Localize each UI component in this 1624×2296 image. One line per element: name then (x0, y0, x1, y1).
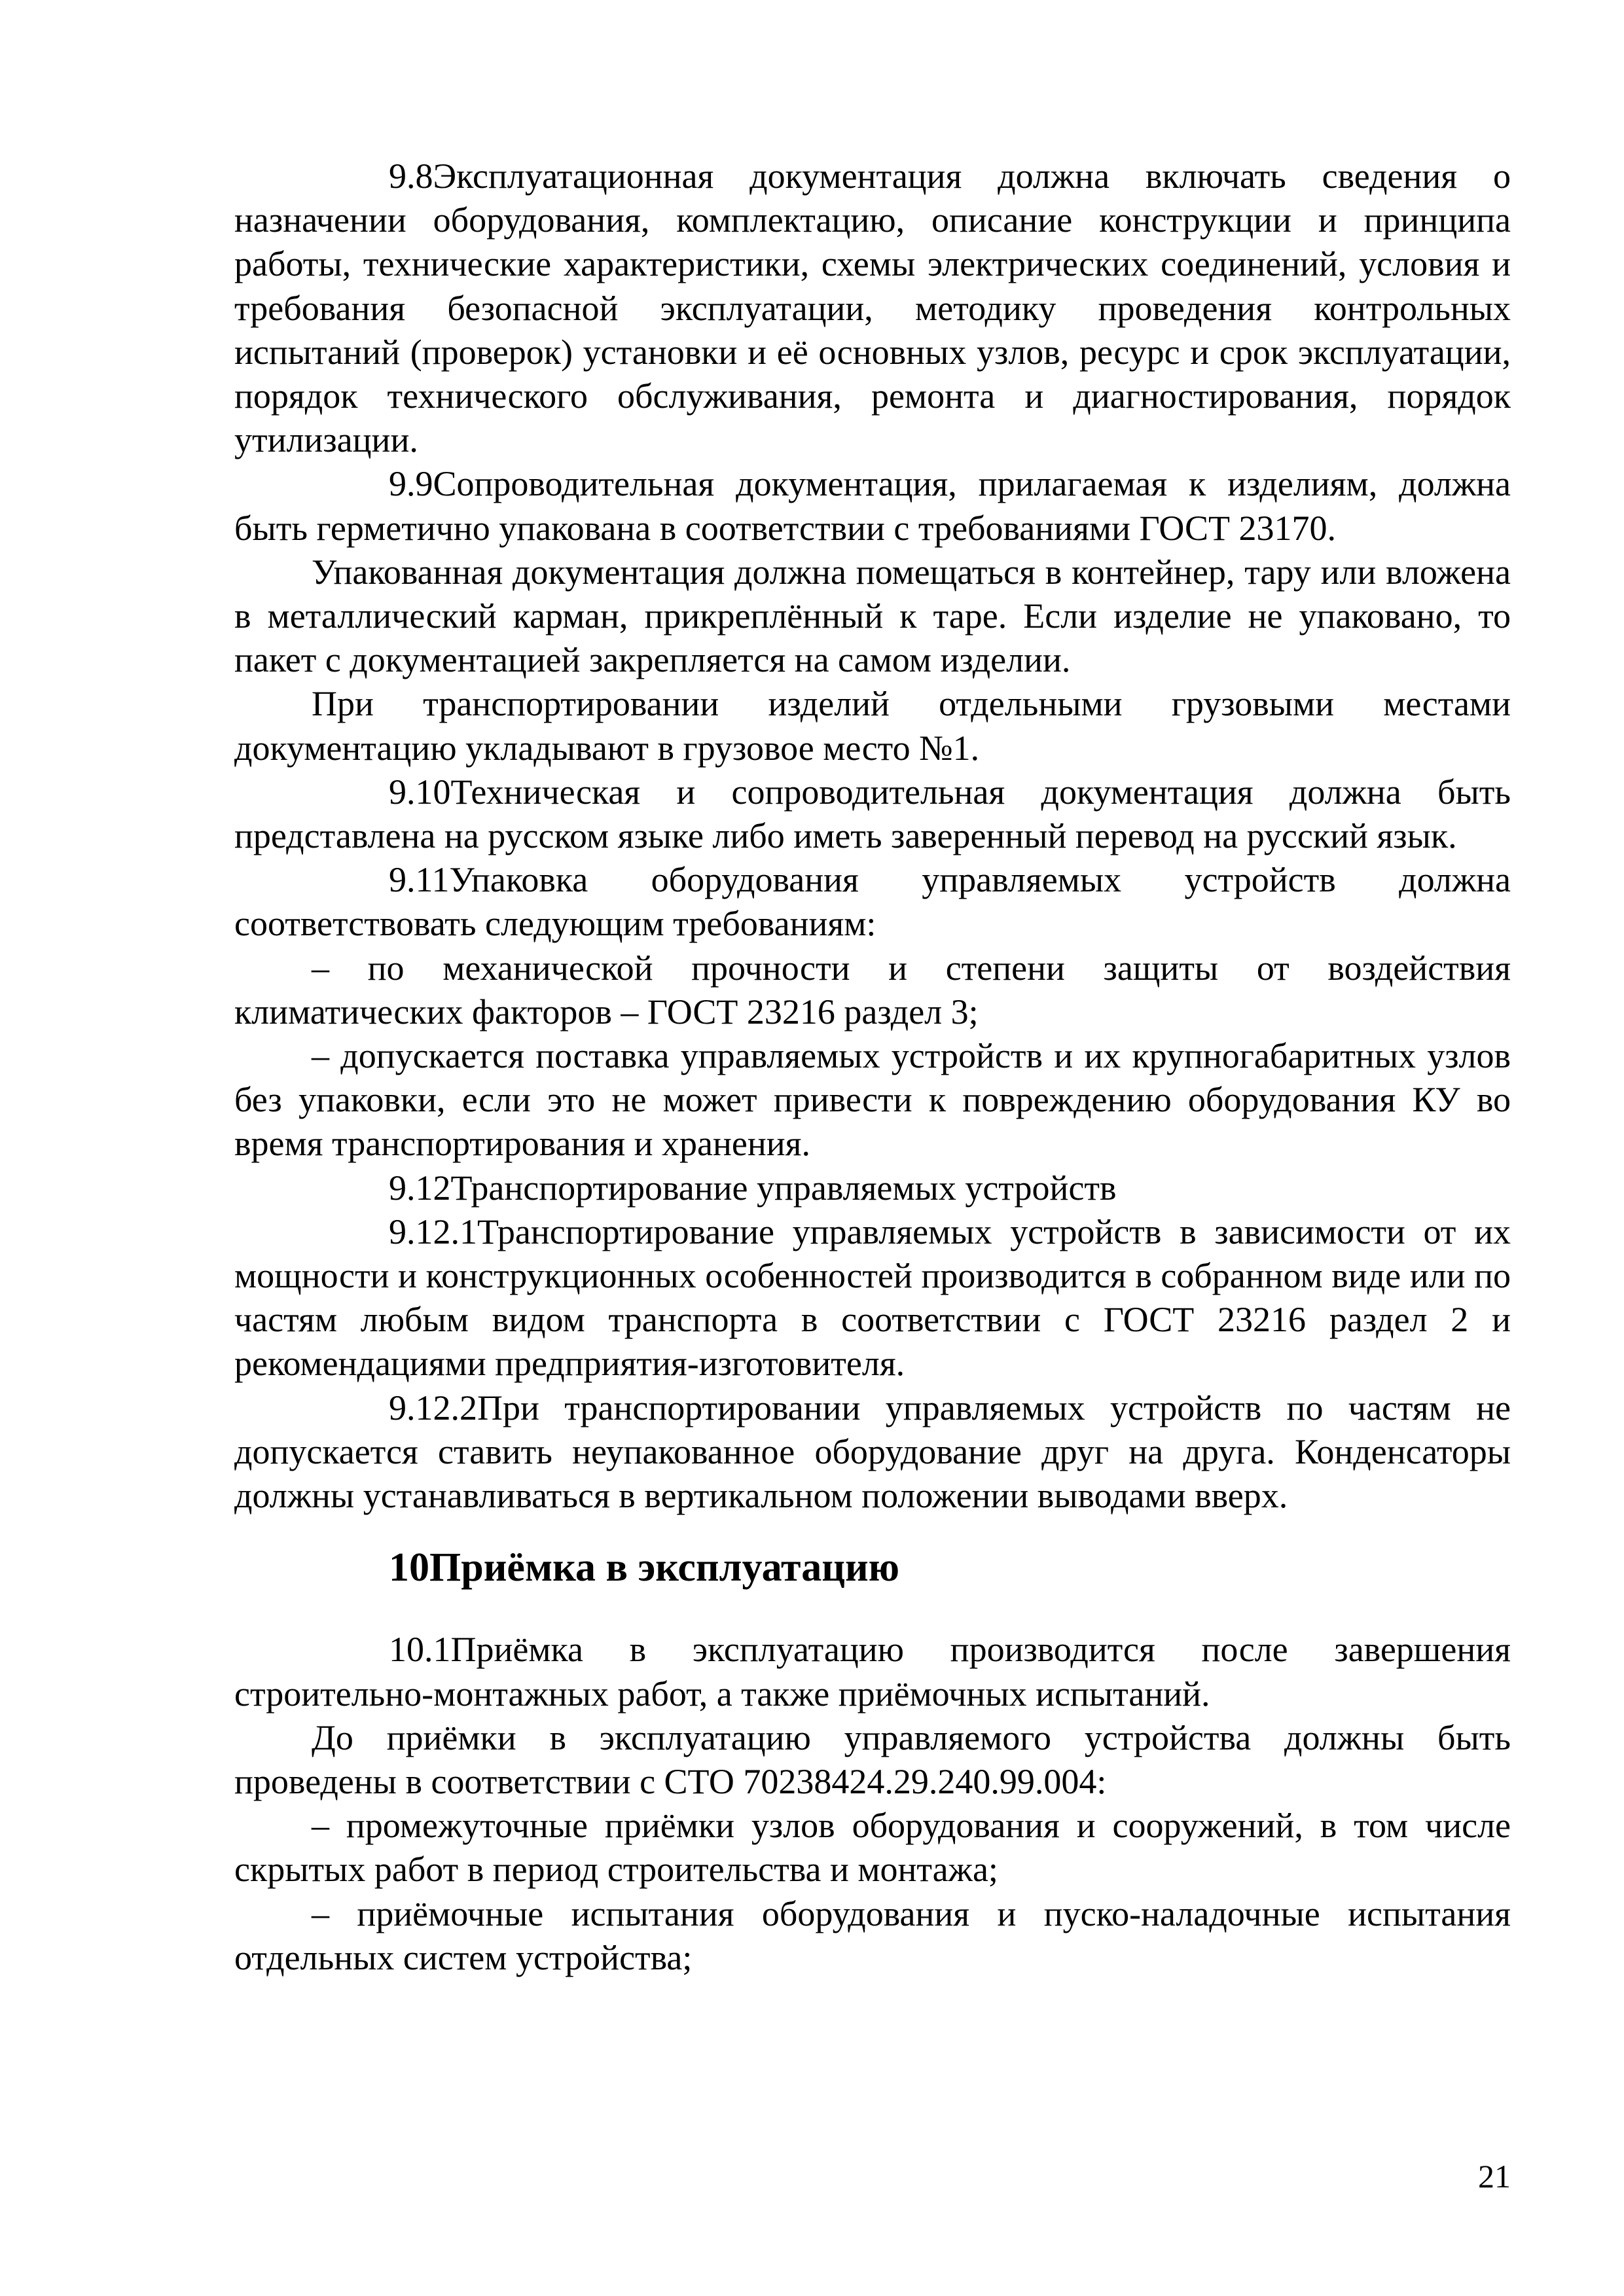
list-item-text: – приёмочные испытания оборудования и пуско-наладочные испытания отдельных систем устройства; (234, 1893, 1511, 1977)
clause-text: Упаковка оборудования управляемых устройств должна соответствовать следующим требованиям: (234, 860, 1511, 944)
clause-number: 9.10 (389, 772, 451, 812)
list-item-text: – допускается поставка управляемых устройств и их крупногабаритных узлов без упаковки, если это не может привести к повреждению оборудования КУ во время транспортирования и хранения. (234, 1036, 1511, 1164)
paragraph-10-1 (234, 1628, 1511, 1715)
clause-text: Транспортирование управляемых устройств (450, 1168, 1117, 1208)
list-item-mechanical-strength (234, 946, 1511, 1034)
paragraph-9-12-2 (234, 1386, 1511, 1518)
section-number: 10 (389, 1545, 429, 1590)
document-body (234, 154, 1511, 1980)
clause-text: При транспортировании управляемых устройств по частям не допускается ставить неупакованное оборудование друг на друга. Конденсаторы должны устанавливаться в вертикальном положении выводами вверх. (234, 1388, 1511, 1516)
clause-number: 9.12.1 (389, 1211, 477, 1251)
paragraph-9-9 (234, 462, 1511, 550)
paragraph-text: При транспортировании изделий отдельными грузовыми местами документацию укладывают в грузовое место №1. (234, 684, 1511, 768)
section-heading (234, 1541, 1511, 1594)
paragraph-packed-docs (234, 550, 1511, 683)
paragraph-transport-docs (234, 682, 1511, 770)
paragraph-9-11 (234, 858, 1511, 946)
clause-number: 9.8 (389, 156, 433, 196)
section-title: Приёмка в эксплуатацию (429, 1545, 900, 1590)
list-item-text: – по механической прочности и степени защиты от воздействия климатических факторов – ГОСТ 23216 раздел 3; (234, 948, 1511, 1031)
paragraph-before-acceptance (234, 1716, 1511, 1804)
paragraph-9-12-1 (234, 1210, 1511, 1386)
clause-number: 9.12.2 (389, 1388, 477, 1427)
paragraph-text: Упакованная документация должна помещаться в контейнер, тару или вложена в металлический карман, прикреплённый к таре. Если изделие не упаковано, то пакет с документацией закрепляется на самом изделии. (234, 552, 1511, 680)
paragraph-9-8 (234, 154, 1511, 462)
clause-text: Приёмка в эксплуатацию производится после завершения строительно-монтажных работ, а также приёмочных испытаний. (234, 1630, 1511, 1713)
clause-text: Эксплуатационная документация должна включать сведения о назначении оборудования, комплектацию, описание конструкции и принципа работы, технические характеристики, схемы электрических соединений, условия и требования безопасной эксплуатации, методику проведения контрольных испытаний (проверок) установки и её основных узлов, ресурс и срок эксплуатации, порядок технического обслуживания, ремонта и диагностирования, порядок утилизации. (234, 156, 1511, 460)
clause-number: 10.1 (389, 1630, 451, 1670)
list-item-acceptance-tests (234, 1892, 1511, 1980)
list-item-no-packing (234, 1034, 1511, 1166)
list-item-text: – промежуточные приёмки узлов оборудования и сооружений, в том числе скрытых работ в период строительства и монтажа; (234, 1806, 1511, 1890)
page-number: 21 (1478, 2158, 1511, 2195)
clause-number: 9.9 (389, 464, 433, 504)
paragraph-text: До приёмки в эксплуатацию управляемого устройства должны быть проведены в соответствии с СТО 70238424.29.240.99.004: (234, 1717, 1511, 1801)
clause-text: Техническая и сопроводительная документация должна быть представлена на русском языке либо иметь заверенный перевод на русский язык. (234, 772, 1511, 856)
list-item-intermediate-acceptance (234, 1804, 1511, 1892)
paragraph-9-10 (234, 770, 1511, 858)
paragraph-9-12 (234, 1166, 1511, 1210)
clause-number: 9.12 (389, 1168, 451, 1208)
clause-text: Сопроводительная документация, прилагаемая к изделиям, должна быть герметично упакована в соответствии с требованиями ГОСТ 23170. (234, 464, 1511, 548)
clause-text: Транспортирование управляемых устройств в зависимости от их мощности и конструкционных особенностей производится в собранном виде или по частям любым видом транспорта в соответствии с ГОСТ 23216 раздел 2 и рекомендациями предприятия-изготовителя. (234, 1211, 1511, 1384)
clause-number: 9.11 (389, 860, 450, 900)
